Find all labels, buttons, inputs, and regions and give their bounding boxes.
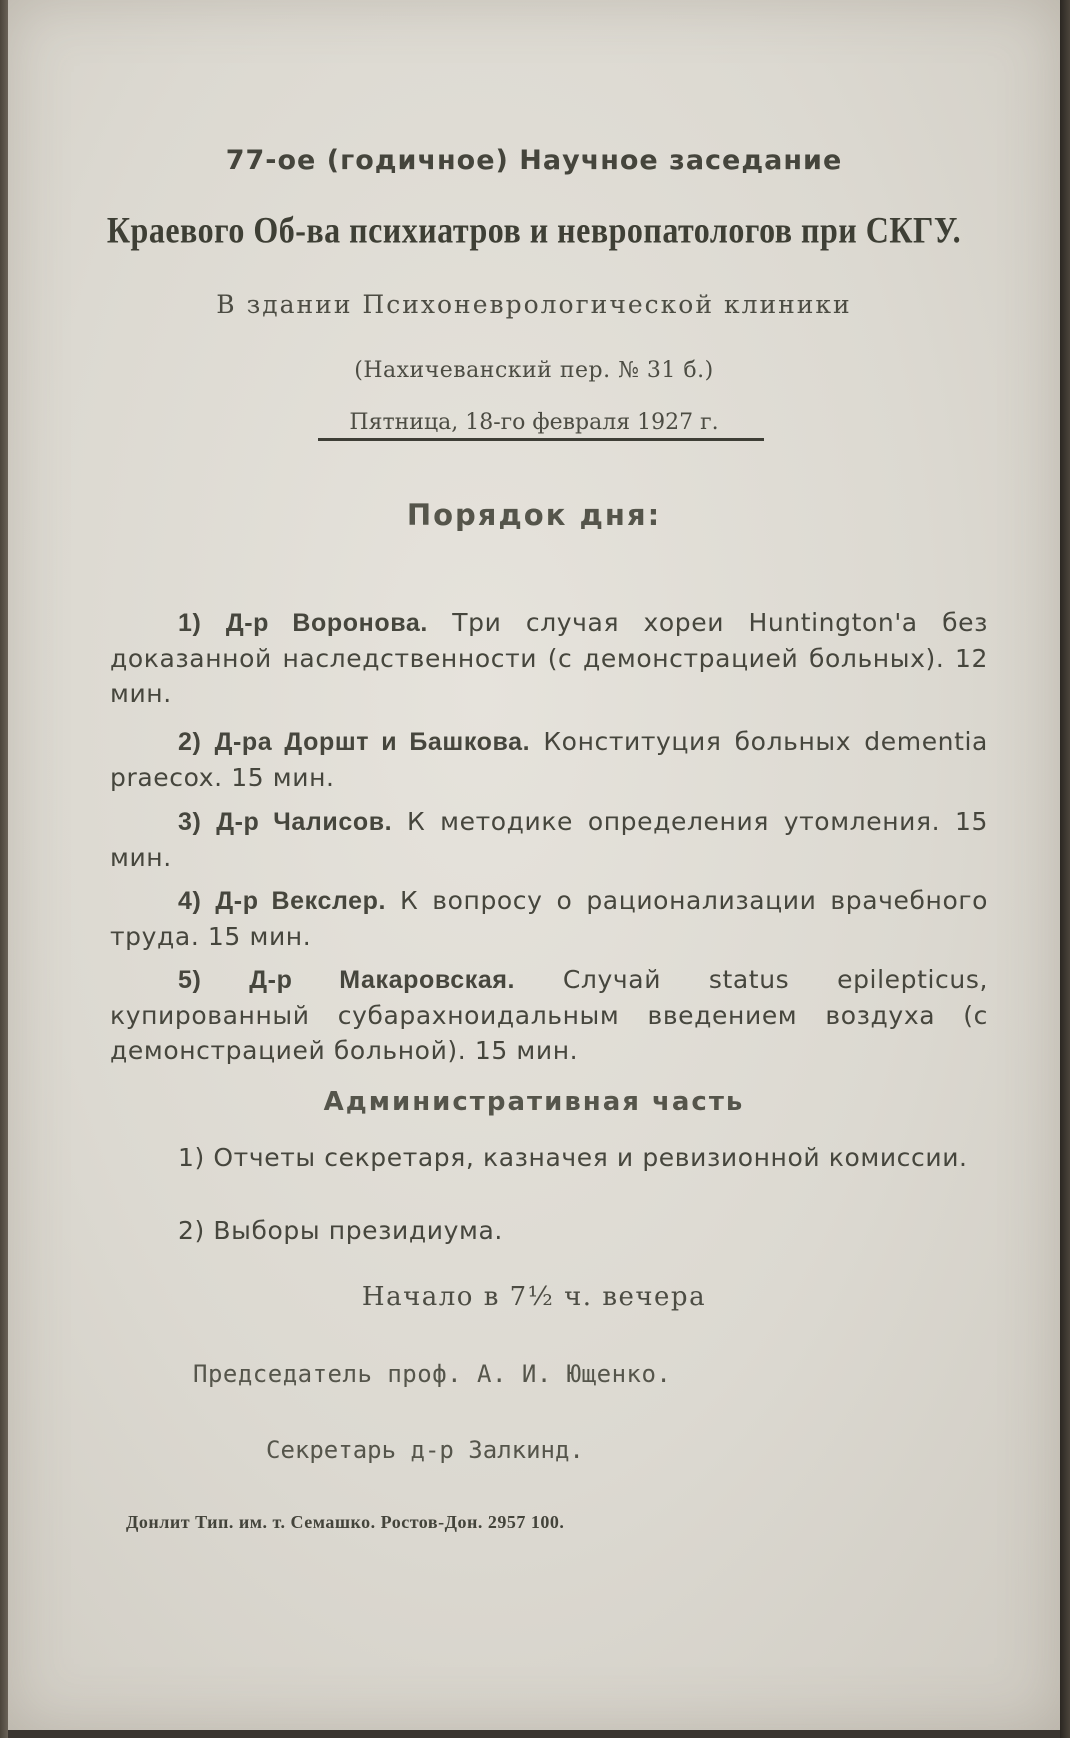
agenda-item-author: Д-р Векслер. — [215, 887, 387, 915]
agenda-item-author: Д-р Чалисов. — [216, 808, 393, 836]
printer-imprint: Донлит Тип. им. т. Семашко. Ростов-Дон. 2957 100. — [126, 1512, 565, 1532]
admin-item-2: 2) Выборы президиума. — [178, 1216, 503, 1245]
session-title: 77-ое (годичное) Научное заседание — [225, 145, 843, 176]
agenda-title: Порядок дня: — [406, 498, 662, 532]
admin-item-1: 1) Отчеты секретаря, казначея и ревизионной комиссии. — [178, 1143, 968, 1172]
agenda-item-4 — [110, 883, 988, 954]
date-underline — [318, 438, 764, 441]
photo-background-left — [0, 0, 8, 1738]
agenda-item-text: К методике определения утомления. 15 мин. — [110, 807, 988, 872]
agenda-item-text: Конституция больных dementia praecox. 15 мин. — [110, 727, 988, 792]
address-line: (Нахичеванский пер. № 31 б.) — [354, 358, 714, 383]
agenda-item-text: Случай status epilepticus, купированный субарахноидальным введением воздуха (с демонстрацией больной). 15 мин. — [110, 965, 988, 1065]
chairman-line: Председатель проф. А. И. Ющенко. — [193, 1360, 672, 1388]
agenda-item-author: Д-р Воронова. — [225, 609, 428, 637]
agenda-item-number: 2) — [178, 728, 202, 756]
admin-section-title: Административная часть — [323, 1087, 745, 1117]
document-sheet — [8, 0, 1060, 1730]
society-name: Краевого Об-ва психиатров и невропатологов при СКГУ. — [106, 209, 962, 251]
date-line: Пятница, 18-го февраля 1927 г. — [349, 410, 719, 435]
agenda-item-1 — [110, 605, 988, 711]
agenda-item-number: 3) — [178, 808, 202, 836]
start-time: Начало в 7½ ч. вечера — [361, 1282, 707, 1312]
venue-line: В здании Психоневрологической клиники — [216, 290, 852, 319]
agenda-item-2 — [110, 724, 988, 795]
agenda-item-5 — [110, 962, 988, 1068]
photo-background-right — [1060, 0, 1070, 1738]
agenda-item-author: Д-р Макаровская. — [249, 966, 516, 994]
agenda-item-author: Д-ра Доршт и Башкова. — [214, 728, 531, 756]
agenda-item-text: Три случая хореи Huntington'а без доказанной наследственности (с демонстрацией больных). 12 мин. — [110, 608, 988, 708]
agenda-item-3 — [110, 804, 988, 875]
agenda-item-number: 4) — [178, 887, 202, 915]
agenda-item-text: К вопросу о рационализации врачебного труда. 15 мин. — [110, 886, 988, 951]
agenda-item-number: 1) — [178, 609, 202, 637]
agenda-item-number: 5) — [178, 966, 202, 994]
secretary-line: Секретарь д-р Залкинд. — [266, 1436, 584, 1464]
